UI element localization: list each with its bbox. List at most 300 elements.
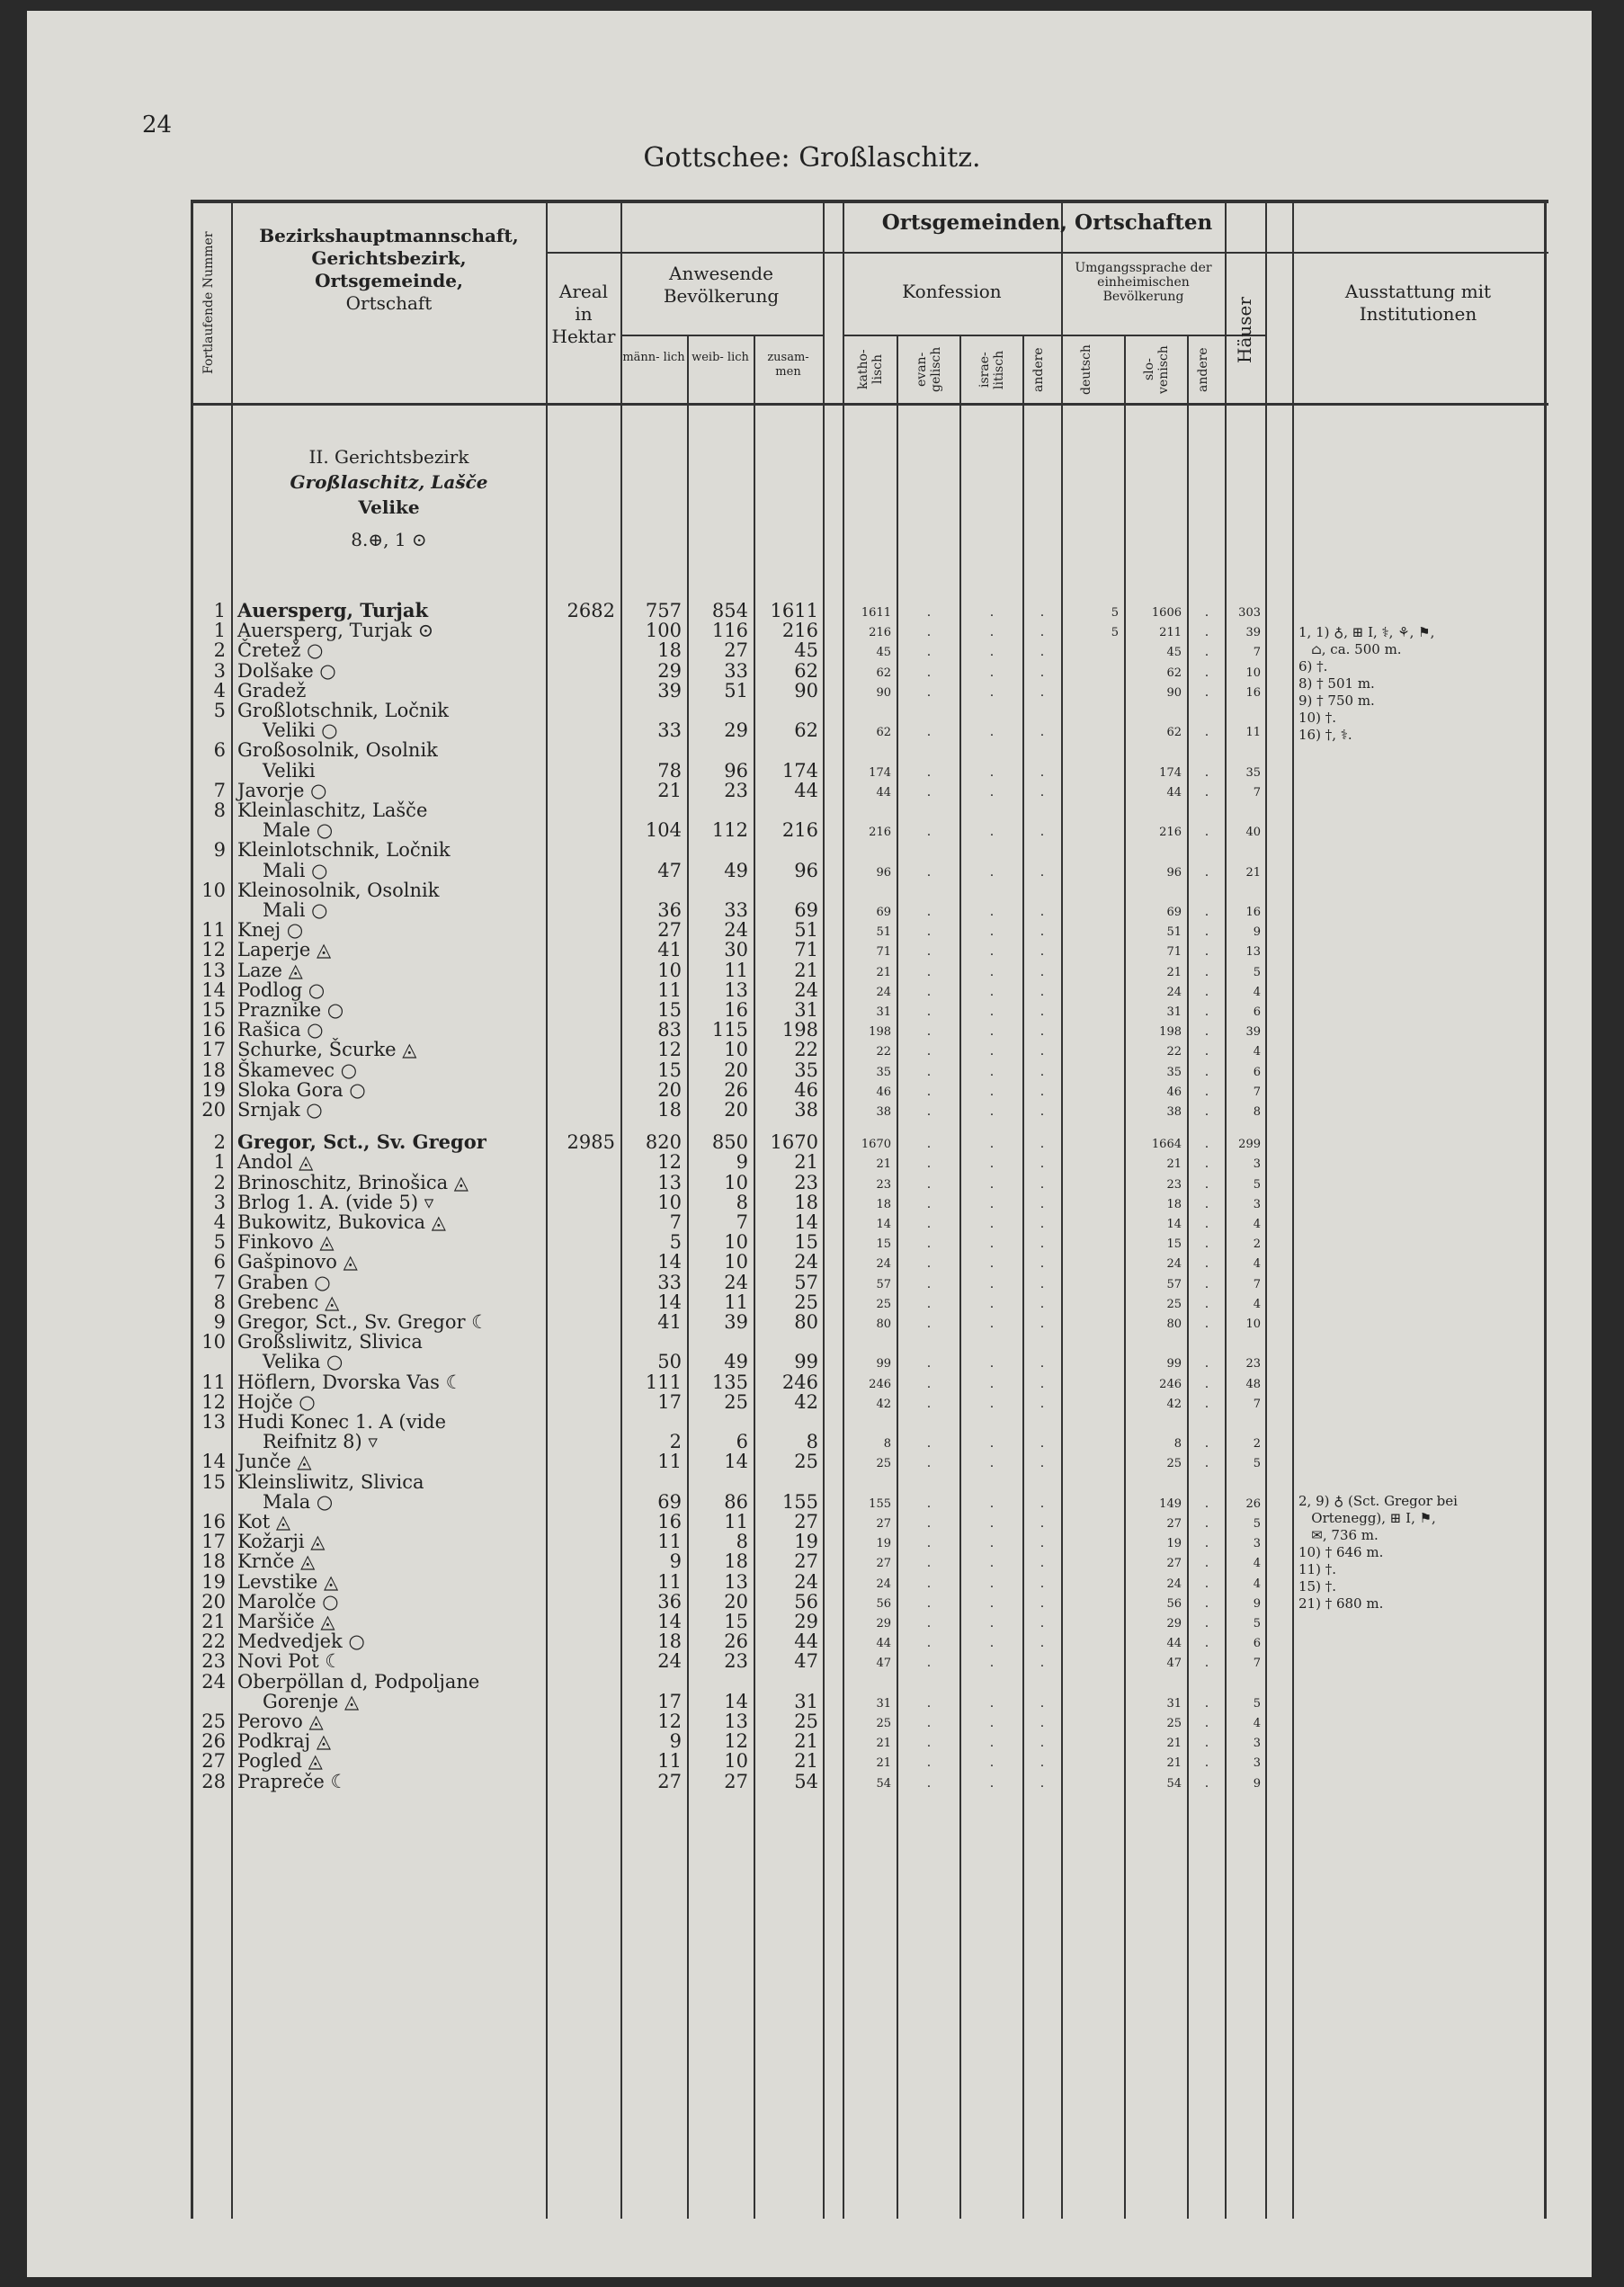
empty-cell: . [1040, 1716, 1045, 1730]
female-value: 10 [724, 1231, 748, 1254]
houses-value: 26 [1245, 1496, 1261, 1511]
place-name: Junče ◬ [237, 1451, 312, 1473]
empty-cell: . [926, 825, 932, 840]
empty-cell: . [989, 625, 995, 640]
male-value: 14 [657, 1611, 682, 1632]
header-bezirk-line4: Ortschaft [345, 292, 433, 314]
empty-cell: . [1204, 1084, 1209, 1099]
row-number: 5 [213, 700, 226, 721]
empty-cell: . [989, 725, 995, 740]
empty-cell: . [989, 684, 995, 700]
place-name: Grebenc ◬ [237, 1291, 340, 1313]
male-value: 12 [657, 1711, 682, 1732]
houses-value: 39 [1245, 626, 1261, 640]
empty-cell: . [1040, 984, 1045, 999]
catholic-value: 216 [869, 626, 891, 640]
male-value: 17 [657, 1690, 682, 1712]
place-name: Rašica ○ [237, 1019, 324, 1041]
female-value: 33 [724, 899, 748, 921]
place-name: Knej ○ [237, 919, 304, 942]
empty-cell: . [1204, 764, 1209, 780]
total-value: 15 [794, 1231, 818, 1254]
female-value: 135 [711, 1371, 748, 1393]
catholic-value: 14 [876, 1218, 891, 1231]
empty-cell: . [1040, 864, 1045, 880]
slovene-value: 90 [1166, 685, 1182, 700]
empty-cell: . [926, 1656, 932, 1671]
empty-cell: . [989, 1755, 995, 1771]
row-number: 20 [201, 1099, 226, 1121]
slovene-value: 22 [1166, 1045, 1182, 1059]
total-value: 47 [794, 1650, 818, 1673]
male-value: 18 [657, 1099, 682, 1121]
catholic-value: 54 [876, 1776, 891, 1791]
empty-cell: . [926, 1716, 932, 1730]
female-value: 16 [724, 999, 748, 1021]
empty-cell: . [1040, 1237, 1045, 1252]
header-katholisch: katho- lisch [856, 349, 885, 390]
houses-value: 8 [1253, 1105, 1261, 1119]
catholic-value: 62 [876, 726, 891, 740]
empty-cell: . [1204, 1616, 1209, 1630]
female-value: 13 [724, 1570, 748, 1593]
empty-cell: . [1204, 1716, 1209, 1730]
empty-cell: . [1204, 1237, 1209, 1252]
houses-value: 5 [1253, 1617, 1261, 1630]
slovene-value: 23 [1166, 1177, 1182, 1192]
total-value: 25 [794, 1451, 818, 1473]
female-value: 96 [724, 759, 748, 782]
catholic-value: 198 [869, 1025, 891, 1040]
empty-cell: . [1040, 1256, 1045, 1272]
row-number: 12 [201, 939, 226, 961]
catholic-value: 38 [876, 1105, 891, 1119]
male-value: 27 [657, 1770, 682, 1792]
catholic-value: 46 [876, 1085, 891, 1099]
place-name: Pogled ◬ [237, 1750, 323, 1773]
empty-cell: . [989, 864, 995, 880]
catholic-value: 19 [876, 1537, 891, 1551]
row-number: 10 [201, 1331, 226, 1353]
empty-cell: . [1204, 1256, 1209, 1272]
catholic-value: 18 [876, 1197, 891, 1211]
header-bottom-rule [191, 403, 1548, 406]
total-value: 80 [794, 1311, 818, 1333]
empty-cell: . [926, 665, 932, 680]
houses-value: 299 [1238, 1138, 1261, 1152]
place-name: Auersperg, Turjak [237, 599, 429, 621]
place-name: Podkraj ◬ [237, 1730, 331, 1753]
empty-cell: . [1040, 1755, 1045, 1771]
place-name: Kožarji ◬ [237, 1531, 326, 1553]
empty-cell: . [926, 1576, 932, 1591]
empty-cell: . [989, 1656, 995, 1671]
empty-cell: . [989, 1376, 995, 1391]
page-title: Gottschee: Großlaschitz. [643, 142, 981, 174]
houses-value: 5 [1253, 1457, 1261, 1471]
place-name: Andol ◬ [237, 1151, 314, 1174]
empty-cell: . [989, 984, 995, 999]
row-number: 1 [213, 620, 226, 642]
houses-value: 7 [1253, 1397, 1261, 1411]
slovene-value: 8 [1173, 1437, 1182, 1452]
empty-cell: . [1040, 1496, 1045, 1511]
catholic-value: 8 [883, 1437, 891, 1452]
empty-cell: . [989, 1005, 995, 1019]
row-number: 28 [201, 1770, 226, 1792]
empty-cell: . [1040, 684, 1045, 700]
empty-cell: . [926, 944, 932, 960]
empty-cell: . [989, 1516, 995, 1531]
total-value: 246 [781, 1371, 818, 1393]
empty-cell: . [1204, 1196, 1209, 1211]
empty-cell: . [1204, 1736, 1209, 1751]
female-value: 20 [724, 1590, 748, 1613]
row-number: 2 [213, 1171, 226, 1193]
slovene-value: 1606 [1151, 606, 1182, 620]
row-number: 24 [201, 1670, 226, 1693]
row-number: 3 [213, 1191, 226, 1213]
row-number: 9 [213, 839, 226, 862]
areal-value: 2682 [567, 600, 615, 621]
empty-cell: . [989, 1396, 995, 1411]
empty-cell: . [926, 905, 932, 919]
header-ortsgemeinden: Ortsgemeinden, Ortschaften [881, 210, 1213, 235]
male-value: 11 [657, 978, 682, 1001]
empty-cell: . [926, 1556, 932, 1571]
houses-value: 4 [1253, 985, 1261, 999]
empty-cell: . [1040, 1296, 1045, 1311]
empty-cell: . [1204, 1695, 1209, 1711]
slovene-value: 27 [1166, 1557, 1182, 1571]
empty-cell: . [926, 645, 932, 660]
slovene-value: 71 [1166, 945, 1182, 960]
total-value: 25 [794, 1711, 818, 1732]
row-number: 13 [201, 1411, 226, 1433]
place-name: Kleinlaschitz, Lašče [237, 800, 428, 821]
empty-cell: . [1040, 725, 1045, 740]
slovene-value: 198 [1159, 1025, 1182, 1040]
female-value: 11 [724, 1291, 748, 1313]
empty-cell: . [1204, 1157, 1209, 1172]
notes-auersperg: 1, 1) ♁, ⊞ I, ⚕, ⚘, ⚑, ⌂, ca. 500 m. 6) †. 8) † 501 m. 9) † 750 m. 10) †. 16) †, ⚕. [1298, 624, 1435, 743]
place-name: Großlotschnik, Ločnik [237, 700, 449, 721]
empty-cell: . [926, 1376, 932, 1391]
total-value: 18 [794, 1191, 818, 1213]
total-value: 198 [781, 1019, 818, 1041]
total-value: 90 [794, 679, 818, 701]
slovene-value: 149 [1159, 1496, 1182, 1511]
empty-cell: . [989, 1356, 995, 1371]
male-value: 83 [657, 1019, 682, 1041]
slovene-value: 25 [1166, 1717, 1182, 1730]
place-name-cont: Gorenje ◬ [263, 1690, 360, 1712]
female-value: 10 [724, 1251, 748, 1273]
catholic-value: 25 [876, 1297, 891, 1311]
place-name: Srnjak ○ [237, 1099, 323, 1121]
total-value: 54 [794, 1770, 818, 1792]
total-value: 46 [794, 1078, 818, 1101]
empty-cell: . [1204, 1536, 1209, 1551]
male-value: 16 [657, 1511, 682, 1532]
catholic-value: 51 [876, 925, 891, 940]
slovene-value: 38 [1166, 1105, 1182, 1119]
empty-cell: . [926, 1196, 932, 1211]
place-name: Levstike ◬ [237, 1570, 339, 1593]
empty-cell: . [1040, 1276, 1045, 1291]
female-value: 12 [724, 1730, 748, 1753]
empty-cell: . [926, 1695, 932, 1711]
houses-value: 11 [1245, 726, 1261, 740]
empty-cell: . [926, 1137, 932, 1152]
empty-cell: . [989, 1496, 995, 1511]
section-name-line1: Großlaschitz, Lašče [290, 471, 488, 493]
male-value: 20 [657, 1078, 682, 1101]
empty-cell: . [989, 1636, 995, 1651]
row-number: 1 [213, 1151, 226, 1174]
empty-cell: . [989, 1736, 995, 1751]
total-value: 31 [794, 999, 818, 1021]
slovene-value: 1664 [1151, 1138, 1182, 1152]
houses-value: 39 [1245, 1025, 1261, 1040]
female-value: 854 [711, 600, 748, 621]
total-value: 44 [794, 1630, 818, 1653]
empty-cell: . [1204, 1137, 1209, 1152]
catholic-value: 29 [876, 1617, 891, 1630]
empty-cell: . [989, 764, 995, 780]
empty-cell: . [1040, 1736, 1045, 1751]
row-number: 17 [201, 1039, 226, 1061]
place-name: Gregor, Sct., Sv. Gregor ☾ [237, 1311, 488, 1333]
header-zusammen: zusam- men [767, 351, 809, 380]
row-number: 14 [201, 1451, 226, 1473]
slovene-value: 35 [1166, 1065, 1182, 1079]
total-value: 174 [781, 759, 818, 782]
empty-cell: . [926, 984, 932, 999]
row-number: 2 [213, 1131, 226, 1154]
catholic-value: 69 [876, 906, 891, 919]
slovene-value: 46 [1166, 1085, 1182, 1099]
empty-cell: . [989, 1256, 995, 1272]
empty-cell: . [926, 1595, 932, 1611]
houses-value: 9 [1253, 1776, 1261, 1791]
empty-cell: . [926, 1276, 932, 1291]
empty-cell: . [926, 1256, 932, 1272]
empty-cell: . [1040, 605, 1045, 620]
place-name: Dolšake ○ [237, 659, 336, 682]
empty-cell: . [1204, 1296, 1209, 1311]
empty-cell: . [1204, 1396, 1209, 1411]
male-value: 50 [657, 1351, 682, 1373]
total-value: 19 [794, 1531, 818, 1553]
empty-cell: . [989, 1296, 995, 1311]
empty-cell: . [1040, 1595, 1045, 1611]
empty-cell: . [1040, 944, 1045, 960]
empty-cell: . [1040, 1157, 1045, 1172]
place-name: Krnče ◬ [237, 1550, 316, 1573]
empty-cell: . [926, 1084, 932, 1099]
houses-value: 7 [1253, 785, 1261, 800]
row-number: 11 [201, 919, 226, 942]
header-maennlich: männ- lich [622, 351, 685, 364]
empty-cell: . [1040, 1104, 1045, 1119]
empty-cell: . [1040, 1436, 1045, 1452]
female-value: 11 [724, 1511, 748, 1532]
catholic-value: 25 [876, 1457, 891, 1471]
empty-cell: . [1040, 1695, 1045, 1711]
place-name-cont: Male ○ [263, 819, 334, 842]
male-value: 33 [657, 719, 682, 742]
col-line [1292, 200, 1294, 2219]
place-name: Kleinsliwitz, Slivica [237, 1470, 424, 1493]
houses-value: 7 [1253, 1085, 1261, 1099]
male-value: 9 [669, 1730, 682, 1753]
empty-cell: . [1040, 1775, 1045, 1791]
catholic-value: 90 [876, 685, 891, 700]
female-value: 26 [724, 1630, 748, 1653]
slovene-value: 21 [1166, 1756, 1182, 1771]
male-value: 10 [657, 959, 682, 981]
row-number: 19 [201, 1570, 226, 1593]
catholic-value: 174 [869, 765, 891, 780]
catholic-value: 56 [876, 1596, 891, 1611]
row-number: 8 [213, 800, 226, 821]
empty-cell: . [989, 1616, 995, 1630]
male-value: 41 [657, 1311, 682, 1333]
houses-value: 7 [1253, 1277, 1261, 1291]
houses-value: 3 [1253, 1157, 1261, 1172]
houses-value: 303 [1238, 606, 1261, 620]
total-value: 21 [794, 1151, 818, 1174]
empty-cell: . [926, 1237, 932, 1252]
empty-cell: . [1204, 1024, 1209, 1040]
slovene-value: 25 [1166, 1457, 1182, 1471]
empty-cell: . [989, 944, 995, 960]
place-name: Laze ◬ [237, 959, 303, 981]
empty-cell: . [1040, 905, 1045, 919]
catholic-value: 21 [876, 965, 891, 979]
empty-cell: . [926, 1616, 932, 1630]
empty-cell: . [1040, 1137, 1045, 1152]
female-value: 20 [724, 1059, 748, 1081]
header-umgangssprache: Umgangssprache der einheimischen Bevölkerung [1075, 261, 1212, 304]
male-value: 29 [657, 659, 682, 682]
place-name: Javorje ○ [237, 779, 327, 801]
male-value: 47 [657, 859, 682, 881]
empty-cell: . [926, 1104, 932, 1119]
empty-cell: . [1204, 864, 1209, 880]
houses-value: 16 [1245, 685, 1261, 700]
houses-value: 5 [1253, 965, 1261, 979]
houses-value: 16 [1245, 906, 1261, 919]
table-top-rule [191, 200, 1548, 203]
female-value: 86 [724, 1490, 748, 1513]
areal-value: 2985 [567, 1131, 615, 1154]
place-name: Kleinlotschnik, Ločnik [237, 839, 451, 862]
row-number: 8 [213, 1291, 226, 1313]
male-value: 5 [669, 1231, 682, 1254]
place-name-cont: Mali ○ [263, 899, 328, 921]
row-number: 20 [201, 1590, 226, 1613]
houses-value: 48 [1245, 1377, 1261, 1391]
place-name: Bukowitz, Bukovica ◬ [237, 1211, 446, 1233]
male-value: 24 [657, 1650, 682, 1673]
empty-cell: . [989, 905, 995, 919]
place-name: Kleinosolnik, Osolnik [237, 879, 440, 901]
slovene-value: 31 [1166, 1696, 1182, 1711]
place-name: Finkovo ◬ [237, 1231, 335, 1254]
female-value: 850 [711, 1131, 748, 1154]
male-value: 27 [657, 919, 682, 942]
female-value: 23 [724, 1650, 748, 1673]
male-value: 11 [657, 1531, 682, 1553]
empty-cell: . [1040, 1576, 1045, 1591]
empty-cell: . [989, 825, 995, 840]
empty-cell: . [926, 725, 932, 740]
header-israelitisch: israe- litisch [977, 350, 1006, 389]
empty-cell: . [926, 1755, 932, 1771]
col-line [1265, 200, 1267, 2219]
catholic-value: 15 [876, 1237, 891, 1252]
houses-value: 10 [1245, 666, 1261, 680]
female-value: 112 [711, 819, 748, 842]
female-value: 24 [724, 919, 748, 942]
row-number: 4 [213, 679, 226, 701]
houses-value: 13 [1245, 945, 1261, 960]
empty-cell: . [926, 1636, 932, 1651]
empty-cell: . [989, 1237, 995, 1252]
place-name: Laperje ◬ [237, 939, 332, 961]
male-value: 41 [657, 939, 682, 961]
catholic-value: 57 [876, 1277, 891, 1291]
catholic-value: 155 [869, 1496, 891, 1511]
male-value: 39 [657, 679, 682, 701]
total-value: 29 [794, 1611, 818, 1632]
houses-value: 4 [1253, 1717, 1261, 1730]
catholic-value: 25 [876, 1717, 891, 1730]
row-number: 27 [201, 1750, 226, 1773]
empty-cell: . [1204, 1044, 1209, 1059]
place-name: Gašpinovo ◬ [237, 1251, 358, 1273]
total-value: 27 [794, 1511, 818, 1532]
empty-cell: . [926, 1456, 932, 1471]
header-deutsch: deutsch [1079, 344, 1093, 395]
row-number: 3 [213, 659, 226, 682]
catholic-value: 44 [876, 1637, 891, 1651]
empty-cell: . [989, 1064, 995, 1079]
male-value: 18 [657, 639, 682, 662]
empty-cell: . [1040, 1196, 1045, 1211]
houses-value: 21 [1245, 865, 1261, 880]
empty-cell: . [1040, 925, 1045, 940]
empty-cell: . [1204, 1516, 1209, 1531]
slovene-value: 174 [1159, 765, 1182, 780]
male-value: 15 [657, 1059, 682, 1081]
male-value: 33 [657, 1271, 682, 1293]
empty-cell: . [1204, 984, 1209, 999]
female-value: 10 [724, 1171, 748, 1193]
empty-cell: . [1204, 1217, 1209, 1231]
row-number: 6 [213, 1251, 226, 1273]
houses-value: 4 [1253, 1045, 1261, 1059]
empty-cell: . [1204, 725, 1209, 740]
place-name: Gregor, Sct., Sv. Gregor [237, 1130, 486, 1154]
male-value: 14 [657, 1251, 682, 1273]
statistics-table [191, 200, 1548, 2219]
female-value: 18 [724, 1550, 748, 1573]
total-value: 38 [794, 1099, 818, 1121]
male-value: 13 [657, 1171, 682, 1193]
